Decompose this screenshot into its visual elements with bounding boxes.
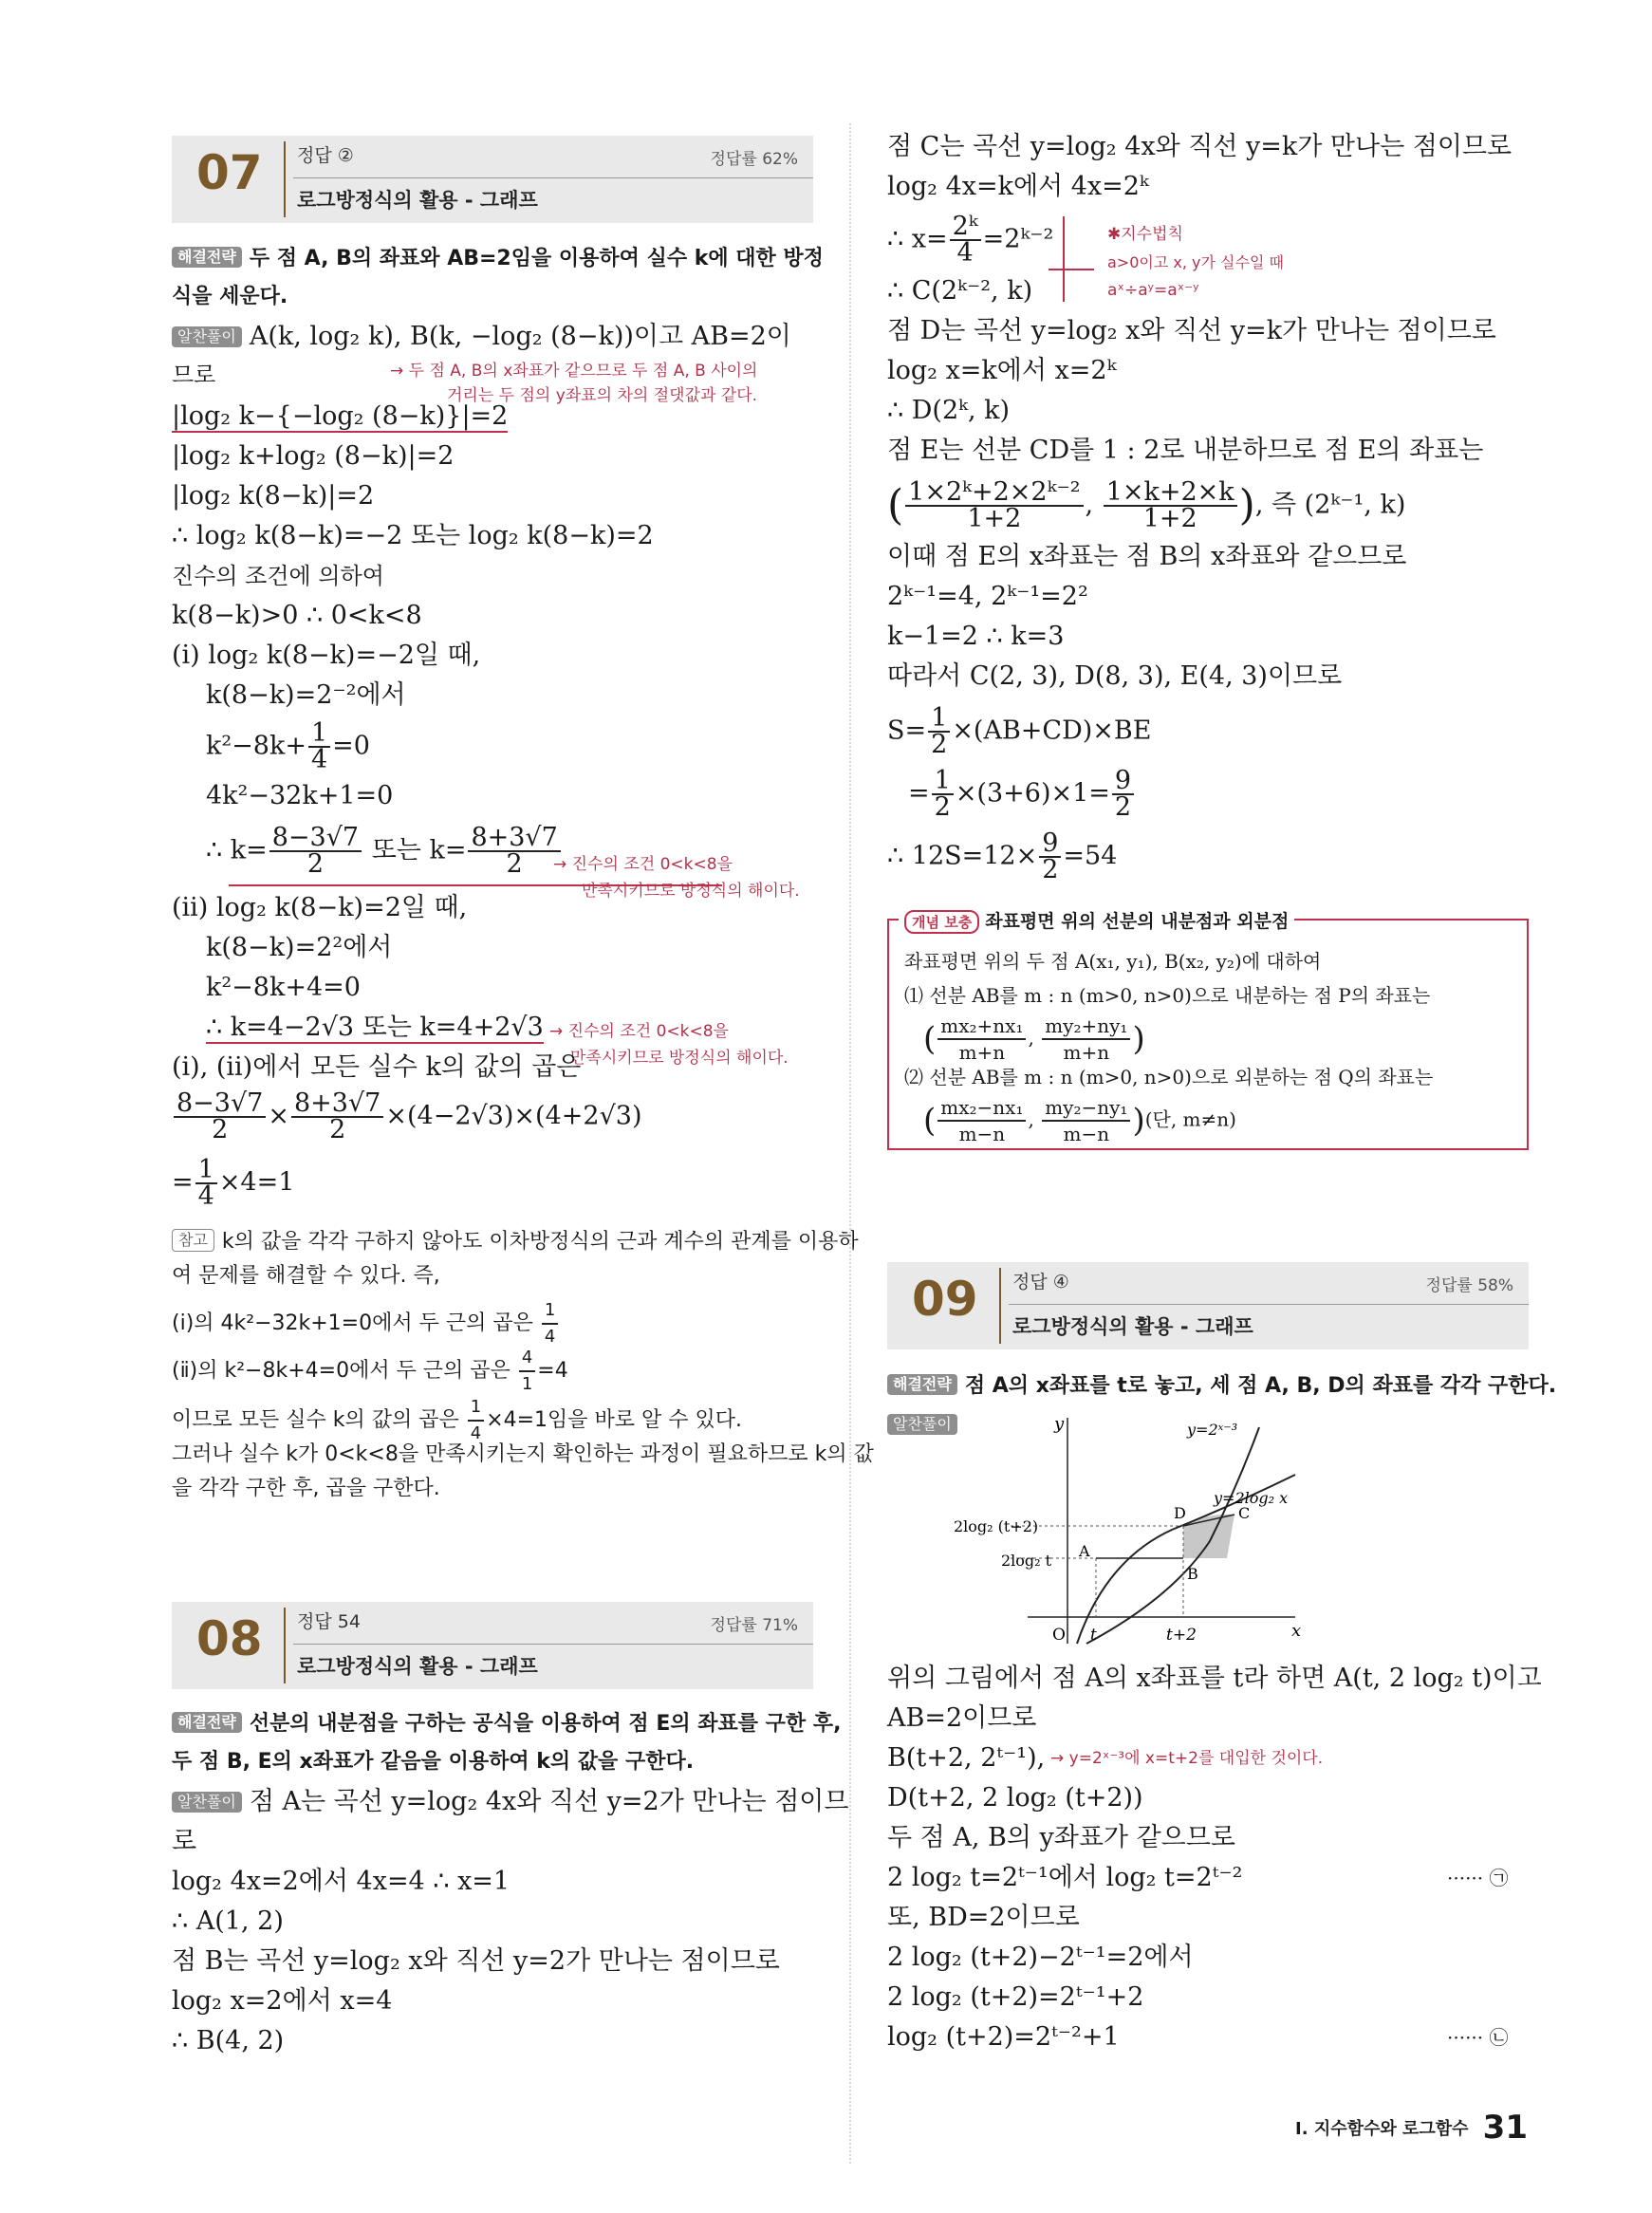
numerator: 8−3√7 bbox=[174, 1091, 266, 1118]
fraction bbox=[291, 1088, 383, 1144]
y-label-bottom: 2log₂ t bbox=[1001, 1552, 1052, 1570]
denominator: 2 bbox=[934, 792, 951, 822]
fraction bbox=[174, 1088, 266, 1144]
chapter-label: Ⅰ. 지수함수와 로그함수 bbox=[1295, 2119, 1469, 2139]
math-line: k(8−k)>0 ∴ 0<k<8 bbox=[172, 601, 422, 630]
topic-label: 로그방정식의 활용 - 그래프 bbox=[297, 1655, 538, 1678]
math-line: ∴ B(4, 2) bbox=[172, 2026, 285, 2055]
comma: , bbox=[1028, 1026, 1041, 1050]
strategy-line-2: 식을 세운다. bbox=[172, 285, 288, 308]
math-line: ∴ D(2ᵏ, k) bbox=[887, 396, 1011, 425]
curve-label-log: y=2log₂ x bbox=[1214, 1489, 1289, 1507]
answer-label: 정답 ② bbox=[297, 145, 354, 166]
math-line: |log₂ k+log₂ (8−k)|=2 bbox=[172, 441, 455, 471]
fraction bbox=[1039, 828, 1061, 884]
topic-label: 로그방정식의 활용 - 그래프 bbox=[1012, 1315, 1253, 1338]
math-line: 2ᵏ⁻¹=4, 2ᵏ⁻¹=2² bbox=[887, 582, 1088, 611]
denominator: m−n bbox=[1063, 1123, 1110, 1145]
expr: k²−8k+ bbox=[206, 731, 306, 761]
math-line: 로 bbox=[172, 1827, 197, 1856]
fraction bbox=[932, 766, 954, 822]
concept-line bbox=[923, 1095, 1236, 1146]
problem-number: 07 bbox=[196, 145, 263, 200]
fraction bbox=[542, 1298, 558, 1349]
reference-text: 이므로 모든 실수 k의 값의 곱은 bbox=[172, 1408, 466, 1432]
concept-header bbox=[899, 907, 1294, 934]
numerator: my₂+ny₁ bbox=[1042, 1014, 1130, 1040]
expr: ×(3+6)×1= bbox=[955, 778, 1110, 809]
fraction bbox=[269, 823, 362, 879]
annotation-note: → 진수의 조건 0<k<8을 bbox=[549, 1022, 729, 1041]
reference-text: (ⅰ)의 4k²−32k+1=0에서 두 근의 곱은 bbox=[172, 1311, 540, 1335]
expr: ∴ k= bbox=[206, 835, 268, 865]
expr: (단, m≠n) bbox=[1144, 1107, 1236, 1131]
fraction bbox=[1042, 1014, 1130, 1065]
concept-title: 좌표평면 위의 선분의 내분점과 외분점 bbox=[985, 911, 1290, 932]
math-line: 따라서 C(2, 3), D(8, 3), E(4, 3)이므로 bbox=[887, 661, 1343, 691]
answer-label: 정답 ④ bbox=[1012, 1272, 1069, 1292]
math-line bbox=[172, 1088, 642, 1144]
math-line bbox=[887, 828, 1118, 884]
numerator: 1 bbox=[932, 769, 954, 795]
paren: ) bbox=[1238, 481, 1255, 530]
math-line: log₂ 4x=k에서 4x=2ᵏ bbox=[887, 172, 1149, 201]
expr: = bbox=[908, 778, 930, 809]
correct-rate: 정답률 62% bbox=[710, 150, 798, 169]
math-line bbox=[887, 214, 1053, 266]
numerator: 9 bbox=[1112, 769, 1134, 795]
math-line: k−1=2 ∴ k=3 bbox=[887, 622, 1065, 651]
point-label-C: C bbox=[1238, 1504, 1251, 1522]
denominator: 2 bbox=[329, 1115, 346, 1144]
annotation-note: → 두 점 A, B의 x좌표가 같으므로 두 점 A, B 사이의 bbox=[390, 362, 758, 381]
header-bar bbox=[284, 1608, 286, 1683]
denominator: m+n bbox=[958, 1041, 1006, 1064]
fraction bbox=[928, 703, 950, 759]
strategy-line-1 bbox=[172, 243, 824, 275]
math-line: 또, BD=2이므로 bbox=[887, 1903, 1080, 1932]
math-line: log₂ x=k에서 x=2ᵏ bbox=[887, 356, 1117, 385]
annotation-note: a>0이고 x, y가 실수일 때 bbox=[1107, 253, 1284, 271]
math-line: k(8−k)=2²에서 bbox=[206, 933, 393, 962]
numerator: 8+3√7 bbox=[291, 1091, 383, 1118]
curve-label-exp: y=2ˣ⁻³ bbox=[1187, 1421, 1238, 1439]
point-label-A: A bbox=[1079, 1542, 1090, 1560]
math-line: (ⅱ) log₂ k(8−k)=2일 때, bbox=[172, 893, 468, 922]
expr: ∴ x= bbox=[887, 224, 948, 254]
answer-label: 정답 54 bbox=[297, 1611, 361, 1632]
fraction bbox=[937, 1014, 1026, 1065]
denominator: 4 bbox=[197, 1181, 214, 1211]
exp-curve bbox=[1086, 1427, 1259, 1644]
denominator: 4 bbox=[310, 745, 328, 774]
page-footer bbox=[1295, 2109, 1528, 2147]
math-line: 2 log₂ (t+2)−2ᵗ⁻¹=2에서 bbox=[887, 1943, 1194, 1972]
denominator: 1+2 bbox=[967, 504, 1022, 533]
numerator: 1 bbox=[928, 706, 950, 733]
concept-line: ⑵ 선분 AB를 m : n (m>0, n>0)으로 외분하는 점 Q의 좌표는 bbox=[904, 1066, 1434, 1088]
math-line bbox=[206, 823, 563, 879]
reference-line: 여 문제를 해결할 수 있다. 즉, bbox=[172, 1264, 440, 1288]
math-line: 점 C는 곡선 y=log₂ 4x와 직선 y=k가 만나는 점이므로 bbox=[887, 132, 1513, 161]
fraction bbox=[905, 477, 1083, 533]
math-line: (ⅰ), (ⅱ)에서 모든 실수 k의 값의 곱은 bbox=[172, 1052, 582, 1082]
expr: ×(AB+CD)×BE bbox=[952, 716, 1152, 746]
denominator: 4 bbox=[470, 1423, 482, 1443]
math-line: 점 D는 곡선 y=log₂ x와 직선 y=k가 만나는 점이므로 bbox=[887, 316, 1496, 345]
annotation-note: 만족시키므로 방정식의 해이다. bbox=[570, 1049, 789, 1068]
numerator: 1 bbox=[308, 721, 330, 748]
fraction bbox=[468, 823, 560, 879]
annotation-note: → y=2ˣ⁻³에 x=t+2를 대입한 것이다. bbox=[1050, 1749, 1324, 1768]
math-line: |log₂ k(8−k)|=2 bbox=[172, 481, 375, 511]
math-line: k(8−k)=2⁻²에서 bbox=[206, 680, 406, 710]
reference-text: =4 bbox=[537, 1359, 568, 1383]
bracket-mark bbox=[1063, 216, 1065, 302]
math-line: 점 E는 선분 CD를 1 : 2로 내분하므로 점 E의 좌표는 bbox=[887, 436, 1484, 465]
math-line bbox=[887, 703, 1152, 759]
math-line: ∴ log₂ k(8−k)=−2 또는 log₂ k(8−k)=2 bbox=[172, 521, 654, 550]
concept-box bbox=[887, 911, 1529, 1150]
numerator: mx₂−nx₁ bbox=[937, 1095, 1026, 1122]
math-line: log₂ 4x=2에서 4x=4 ∴ x=1 bbox=[172, 1867, 510, 1896]
math-line bbox=[908, 766, 1136, 822]
denominator: 2 bbox=[1042, 855, 1059, 884]
expr: =54 bbox=[1063, 841, 1118, 871]
graph-figure bbox=[954, 1408, 1314, 1646]
reference-text: (ⅱ)의 k²−8k+4=0에서 두 근의 곱은 bbox=[172, 1359, 517, 1383]
denominator: m+n bbox=[1063, 1041, 1110, 1064]
expr: ×4=1 bbox=[218, 1167, 295, 1198]
header-rule bbox=[293, 177, 813, 178]
annotation-note: 거리는 두 점의 y좌표의 차의 절댓값과 같다. bbox=[447, 386, 758, 405]
expr: ∴ 12S=12× bbox=[887, 841, 1038, 871]
topic-label: 로그방정식의 활용 - 그래프 bbox=[297, 189, 538, 212]
y-label-top: 2log₂ (t+2) bbox=[954, 1517, 1039, 1535]
math-line: A(k, log₂ k), B(k, −log₂ (8−k))이고 AB=2이 bbox=[249, 322, 791, 351]
numerator: 1 bbox=[542, 1298, 558, 1325]
paren: ) bbox=[1132, 1102, 1145, 1140]
numerator: 1×2ᵏ+2×2ᵏ⁻² bbox=[905, 480, 1083, 507]
math-line: ∴ C(2ᵏ⁻², k) bbox=[887, 276, 1033, 306]
correct-rate: 정답률 71% bbox=[710, 1616, 798, 1635]
paren: ( bbox=[923, 1020, 937, 1058]
strategy-text: 선분의 내분점을 구하는 공식을 이용하여 점 E의 좌표를 구한 후, bbox=[249, 1712, 842, 1736]
strategy-text: 두 점 A, B의 좌표와 AB=2임을 이용하여 실수 k에 대한 방정 bbox=[249, 247, 824, 270]
numerator: 1×k+2×k bbox=[1104, 480, 1237, 507]
numerator: 8+3√7 bbox=[468, 826, 560, 852]
math-line: 2 log₂ t=2ᵗ⁻¹에서 log₂ t=2ᵗ⁻² bbox=[887, 1863, 1243, 1892]
fraction bbox=[950, 214, 981, 266]
math-line: 므로 bbox=[172, 362, 216, 388]
reference-text: k의 값을 각각 구하지 않아도 이차방정식의 근과 계수의 관계를 이용하 bbox=[221, 1230, 859, 1254]
reference-text: ×4=1임을 바로 알 수 있다. bbox=[486, 1408, 743, 1432]
denominator: 2 bbox=[931, 730, 948, 759]
reference-line: 그러나 실수 k가 0<k<8을 만족시키는지 확인하는 과정이 필요하므로 k의 값 bbox=[172, 1442, 874, 1466]
numerator: 2ᵏ bbox=[950, 214, 981, 241]
math-line: 점 B는 곡선 y=log₂ x와 직선 y=2가 만나는 점이므로 bbox=[172, 1946, 780, 1976]
math-line bbox=[887, 477, 1406, 533]
math-line bbox=[206, 1012, 544, 1044]
math-line: log₂ (t+2)=2ᵗ⁻²+1 bbox=[887, 2022, 1120, 2052]
concept-line: ⑴ 선분 AB를 m : n (m>0, n>0)으로 내분하는 점 P의 좌표는 bbox=[904, 984, 1431, 1007]
concept-badge: 개념 보충 bbox=[904, 910, 979, 934]
expr: =0 bbox=[332, 731, 370, 761]
equation-marker: ······ ㉠ bbox=[1447, 1867, 1509, 1889]
text-line: 진수의 조건에 의하여 bbox=[172, 563, 384, 589]
bracket-mark bbox=[1049, 269, 1094, 270]
fraction bbox=[308, 718, 330, 774]
numerator: 4 bbox=[519, 1346, 535, 1372]
denominator: 2 bbox=[212, 1115, 229, 1144]
strategy-badge: 해결전략 bbox=[172, 1712, 242, 1733]
denominator: 4 bbox=[544, 1327, 556, 1347]
axis-label-y: y bbox=[1054, 1414, 1065, 1434]
math-line: log₂ x=2에서 x=4 bbox=[172, 1986, 393, 2016]
tick-label-t: t bbox=[1090, 1626, 1097, 1645]
equation-marker: ······ ㉡ bbox=[1447, 2026, 1509, 2049]
math-line: AB=2이므로 bbox=[887, 1703, 1037, 1733]
page-number: 31 bbox=[1482, 2109, 1528, 2147]
math-line: 4k²−32k+1=0 bbox=[206, 781, 394, 810]
denominator: 2 bbox=[306, 849, 325, 879]
header-rule bbox=[293, 1644, 813, 1645]
paren: ( bbox=[887, 481, 904, 530]
reference-line bbox=[172, 1226, 859, 1258]
fraction bbox=[195, 1155, 217, 1211]
point-label-B: B bbox=[1187, 1565, 1198, 1583]
math-line bbox=[172, 400, 508, 433]
denominator: 2 bbox=[506, 849, 523, 879]
expr: =2ᵏ⁻² bbox=[982, 224, 1054, 254]
point-label-D: D bbox=[1174, 1504, 1186, 1522]
numerator: 1 bbox=[195, 1158, 217, 1184]
math-line: D(t+2, 2 log₂ (t+2)) bbox=[887, 1783, 1143, 1813]
concept-line: 좌표평면 위의 두 점 A(x₁, y₁), B(x₂, y₂)에 대하여 bbox=[904, 950, 1322, 973]
problem-09-header bbox=[887, 1262, 1529, 1349]
strategy-badge: 해결전략 bbox=[887, 1374, 957, 1395]
header-rule bbox=[1009, 1304, 1529, 1305]
expr: ×(4−2√3)×(4+2√3) bbox=[385, 1101, 642, 1131]
tick-label-t-plus-2: t+2 bbox=[1166, 1626, 1197, 1645]
fraction bbox=[1104, 477, 1237, 533]
expr: 또는 k= bbox=[363, 835, 467, 865]
underlined-expression: ∴ k=4−2√3 또는 k=4+2√3 bbox=[206, 1013, 544, 1042]
expr: = bbox=[172, 1167, 194, 1198]
math-line: (ⅰ) log₂ k(8−k)=−2일 때, bbox=[172, 641, 481, 670]
annotation-note: → 진수의 조건 0<k<8을 bbox=[553, 855, 733, 874]
solution-badge: 알찬풀이 bbox=[172, 1792, 242, 1813]
expr: × bbox=[268, 1101, 289, 1131]
strategy-line-2: 두 점 B, E의 x좌표가 같음을 이용하여 k의 값을 구한다. bbox=[172, 1750, 695, 1774]
solution-line bbox=[172, 321, 791, 353]
math-line: 점 A는 곡선 y=log₂ 4x와 직선 y=2가 만나는 점이므 bbox=[249, 1787, 849, 1816]
denominator: 1+2 bbox=[1142, 504, 1197, 533]
math-line: ∴ A(1, 2) bbox=[172, 1906, 284, 1936]
strategy-text: 점 A의 x좌표를 t로 놓고, 세 점 A, B, D의 좌표를 각각 구한다. bbox=[964, 1374, 1557, 1398]
denominator: 4 bbox=[956, 238, 974, 268]
header-bar bbox=[284, 141, 286, 217]
fraction bbox=[1042, 1095, 1130, 1146]
math-line: 2 log₂ (t+2)=2ᵗ⁻¹+2 bbox=[887, 1982, 1144, 2012]
denominator: 1 bbox=[521, 1374, 533, 1394]
fraction bbox=[1112, 766, 1134, 822]
solution-badge: 알찬풀이 bbox=[887, 1414, 957, 1435]
math-line bbox=[206, 718, 370, 774]
annotation-note: aˣ÷aʸ=aˣ⁻ʸ bbox=[1107, 281, 1199, 300]
reference-line bbox=[172, 1346, 568, 1397]
strategy-line-1 bbox=[887, 1370, 1556, 1403]
comma: , bbox=[1028, 1107, 1041, 1131]
fraction bbox=[937, 1095, 1026, 1146]
comma: , bbox=[1085, 490, 1102, 520]
numerator: mx₂+nx₁ bbox=[937, 1014, 1026, 1040]
reference-badge: 참고 bbox=[172, 1229, 214, 1252]
concept-line bbox=[923, 1014, 1145, 1065]
problem-number: 09 bbox=[912, 1272, 978, 1327]
math-line bbox=[172, 1155, 295, 1211]
solution-badge: 알찬풀이 bbox=[172, 326, 242, 347]
annotation-note: 만족시키므로 방정식의 해이다. bbox=[582, 882, 800, 901]
origin-label: O bbox=[1052, 1626, 1066, 1645]
numerator: 9 bbox=[1039, 831, 1061, 858]
expr: S= bbox=[887, 716, 927, 746]
column-divider bbox=[849, 123, 851, 2164]
math-line: 이때 점 E의 x좌표는 점 B의 x좌표와 같으므로 bbox=[887, 542, 1407, 571]
problem-number: 08 bbox=[196, 1611, 263, 1666]
fraction bbox=[519, 1346, 535, 1397]
reference-line bbox=[172, 1298, 560, 1349]
header-bar bbox=[999, 1268, 1001, 1344]
reference-line: 을 각각 구한 후, 곱을 구한다. bbox=[172, 1477, 440, 1500]
expr: , 즉 (2ᵏ⁻¹, k) bbox=[1254, 490, 1406, 520]
numerator: 8−3√7 bbox=[269, 826, 362, 852]
math-line: B(t+2, 2ᵗ⁻¹), bbox=[887, 1743, 1046, 1773]
annotation-note: ✱지수법칙 bbox=[1107, 225, 1183, 244]
math-line: 두 점 A, B의 y좌표가 같으므로 bbox=[887, 1823, 1235, 1852]
strategy-badge: 해결전략 bbox=[172, 247, 242, 268]
axis-label-x: x bbox=[1291, 1621, 1302, 1641]
problem-07-header bbox=[172, 136, 813, 223]
problem-08-header bbox=[172, 1602, 813, 1689]
numerator: my₂−ny₁ bbox=[1042, 1095, 1130, 1122]
solution-line bbox=[887, 1410, 965, 1442]
correct-rate: 정답률 58% bbox=[1425, 1276, 1513, 1295]
denominator: m−n bbox=[958, 1123, 1006, 1145]
solution-line bbox=[172, 1786, 848, 1818]
underlined-expression: |log₂ k−{−log₂ (8−k)}|=2 bbox=[172, 401, 509, 431]
math-line: k²−8k+4=0 bbox=[206, 973, 361, 1002]
math-line: 위의 그림에서 점 A의 x좌표를 t라 하면 A(t, 2 log₂ t)이고 bbox=[887, 1664, 1542, 1693]
numerator: 1 bbox=[468, 1395, 484, 1422]
strategy-line-1 bbox=[172, 1708, 841, 1740]
paren: ( bbox=[923, 1102, 937, 1140]
paren: ) bbox=[1132, 1020, 1145, 1058]
denominator: 2 bbox=[1114, 792, 1132, 822]
